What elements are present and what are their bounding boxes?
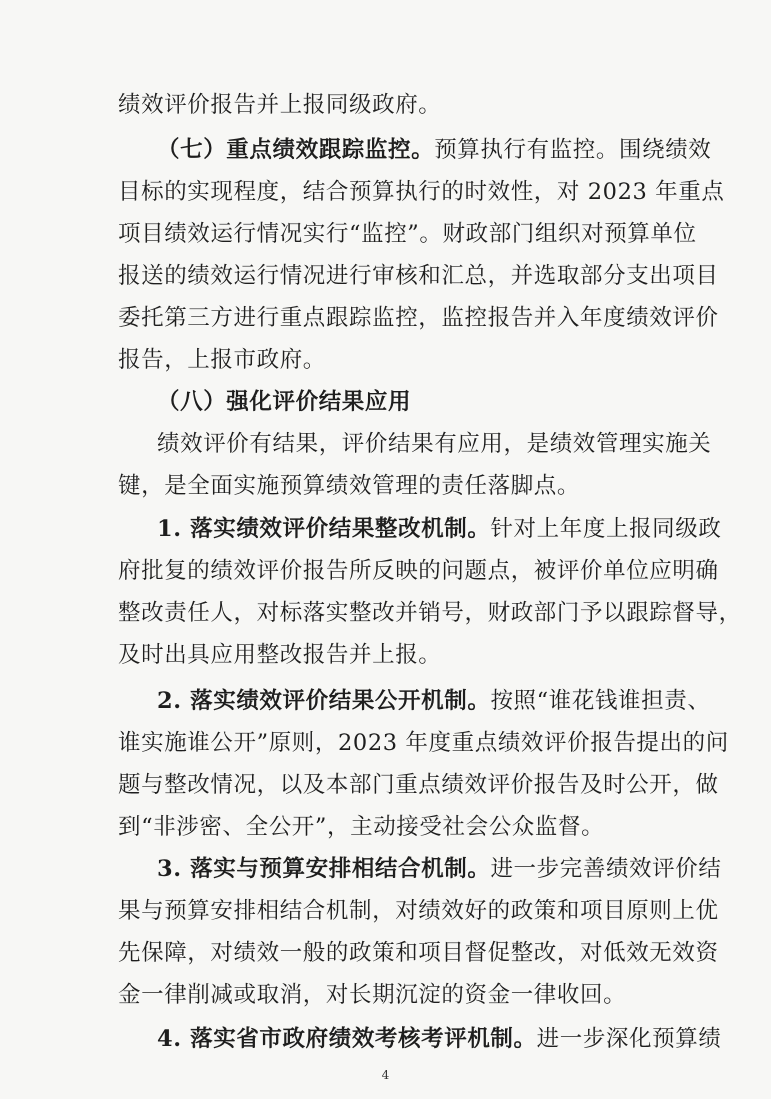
text-line: 报告，上报市政府。: [118, 347, 326, 373]
text-line: 金一律削减或取消，对长期沉淀的资金一律收回。: [118, 982, 627, 1008]
text-line: 整改责任人，对标落实整改并销号，财政部门予以跟踪督导，: [118, 600, 742, 626]
text-line: （七）重点绩效跟踪监控。预算执行有监控。围绕绩效: [157, 137, 712, 163]
text-line: 4. 落实省市政府绩效考核考评机制。进一步深化预算绩: [157, 1026, 722, 1052]
text-line: 先保障，对绩效一般的政策和项目督促整改，对低效无效资: [118, 940, 719, 966]
text-line: 及时出具应用整改报告并上报。: [118, 642, 442, 668]
text-line: 绩效评价有结果，评价结果有应用，是绩效管理实施关: [157, 431, 712, 457]
text-line: 项目绩效运行情况实行“监控”。财政部门组织对预算单位: [118, 221, 697, 247]
item-heading: 3. 落实与预算安排相结合机制。: [157, 856, 491, 882]
text-line: 3. 落实与预算安排相结合机制。进一步完善绩效评价结: [157, 856, 722, 882]
text-line: 果与预算安排相结合机制，对绩效好的政策和项目原则上优: [118, 898, 719, 924]
text-line: 1. 落实绩效评价结果整改机制。针对上年度上报同级政: [157, 516, 722, 542]
text-line: 目标的实现程度，结合预算执行的时效性，对 2023 年重点: [118, 179, 725, 205]
text-line: 到“非涉密、全公开”，主动接受社会公众监督。: [118, 814, 605, 840]
text-line: 2. 落实绩效评价结果公开机制。按照“谁花钱谁担责、: [157, 688, 711, 714]
text-line: 绩效评价报告并上报同级政府。: [118, 92, 442, 118]
section-heading: （七）重点绩效跟踪监控。: [157, 137, 435, 163]
text-line: 键，是全面实施预算绩效管理的责任落脚点。: [118, 473, 581, 499]
text-line: 委托第三方进行重点跟踪监控，监控报告并入年度绩效评价: [118, 305, 719, 331]
text-line: 谁实施谁公开”原则，2023 年度重点绩效评价报告提出的问: [118, 730, 729, 756]
section-heading: （八）强化评价结果应用: [157, 389, 412, 415]
text-line: 报送的绩效运行情况进行审核和汇总，并选取部分支出项目: [118, 263, 719, 289]
item-heading: 1. 落实绩效评价结果整改机制。: [157, 516, 491, 542]
page-number: 4: [381, 1068, 390, 1082]
item-heading: 2. 落实绩效评价结果公开机制。: [157, 688, 491, 714]
text-line: 题与整改情况，以及本部门重点绩效评价报告及时公开，做: [118, 772, 719, 798]
text-line: 府批复的绩效评价报告所反映的问题点，被评价单位应明确: [118, 558, 719, 584]
item-heading: 4. 落实省市政府绩效考核考评机制。: [157, 1026, 537, 1052]
